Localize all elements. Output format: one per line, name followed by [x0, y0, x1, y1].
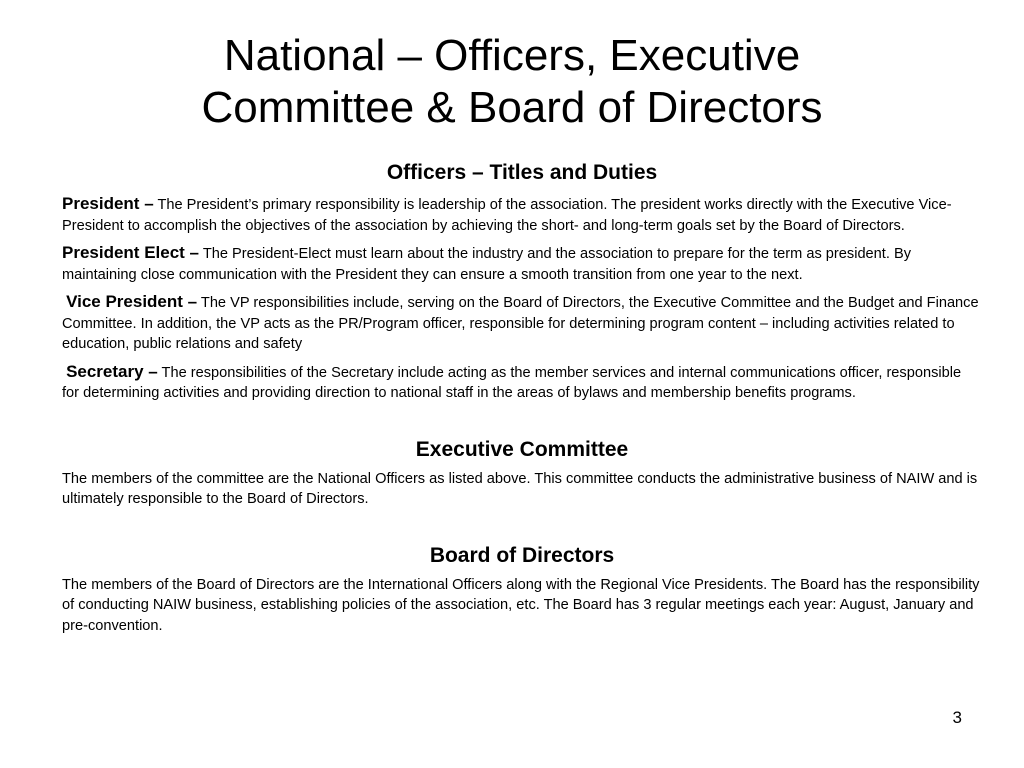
executive-committee-text: The members of the committee are the National Officers as listed above. This committee conducts the administrative business of NAIW and is ultimately responsible to the Board of Directors. [62, 470, 978, 507]
executive-committee-heading: Executive Committee [415, 437, 629, 461]
duty-title-vice-president: Vice President – [66, 292, 198, 311]
board-of-directors-text: The members of the Board of Directors are the International Officers along with the Regional Vice Presidents. The Board has the responsibility of conducting NAIW business, establishing policies of the association, etc. The Board has 3 regular meetings each year: August, January and pre-convention. [62, 576, 980, 634]
duty-secretary [62, 362, 982, 404]
duty-title-secretary: Secretary – [66, 361, 158, 381]
duty-text-secretary: The responsibilities of the Secretary include acting as the member services and internal communications officer, responsible for determining activities and providing direction to national staff in the areas of bylaws and membership benefits programs. [62, 364, 962, 401]
duty-president [62, 194, 982, 236]
duty-vice-president [62, 292, 982, 355]
duty-text-vice-president: The VP responsibilities include, serving on the Board of Directors, the Executive Committee and the Budget and Finance Committee. In addition, the VP acts as the PR/Program officer, responsible for determining program content – including activities related to education, public relations and safety [62, 295, 979, 352]
slide-body [62, 160, 982, 636]
slide-title-line-2: Committee & Board of Directors [201, 83, 823, 132]
officers-heading: Officers – Titles and Duties [386, 161, 658, 184]
duty-text-president: The President’s primary responsibility is leadership of the association. The president works directly with the Executive Vice-President to accomplish the objectives of the association by achieving the short- and long-term goals set by the Board of Directors. [62, 197, 952, 234]
duty-text-president-elect: The President-Elect must learn about the industry and the association to prepare for the term as president. By maintaining close communication with the President they can ensure a smooth transition from one year to the next. [62, 246, 911, 283]
duty-title-president-elect: President Elect – [62, 243, 200, 262]
slide-title-line-1: National – Officers, Executive [223, 31, 801, 80]
slide-title [60, 30, 964, 134]
board-of-directors-heading: Board of Directors [429, 543, 615, 567]
duty-president-elect [62, 243, 982, 285]
duty-title-president: President – [62, 194, 154, 213]
page-number: 3 [952, 708, 962, 727]
